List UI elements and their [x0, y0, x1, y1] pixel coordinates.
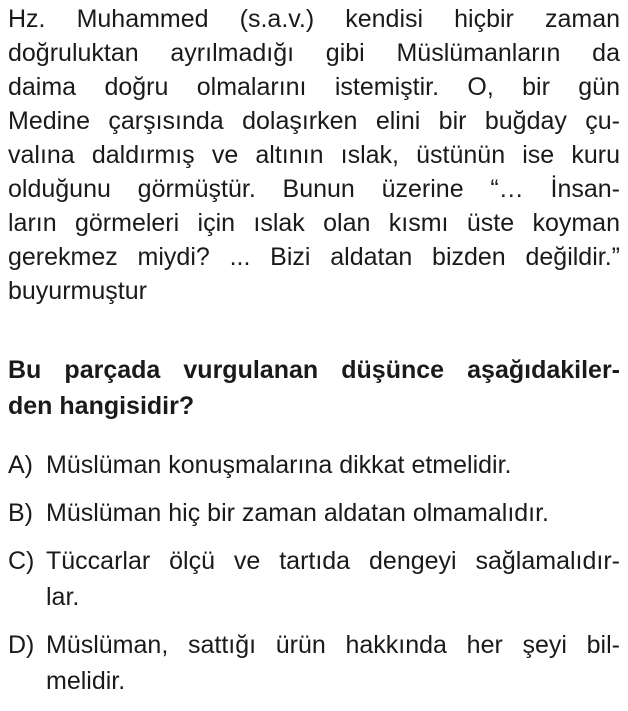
- question-line: den hangisidir?: [8, 392, 195, 420]
- option-line: lar.: [46, 583, 80, 611]
- option-line: melidir.: [46, 667, 126, 695]
- option-line: Müslüman konuşmalarına dikkat etmelidir.: [46, 451, 512, 479]
- question-line: Bu parçada vurgulanan düşünce aşağıdakiler-: [8, 356, 620, 384]
- option-b[interactable]: [8, 495, 620, 531]
- option-text: [46, 447, 620, 483]
- option-letter: C): [8, 547, 35, 575]
- passage-line: daima doğru olmalarını istemiştir. O, bir gün: [8, 73, 620, 101]
- option-letter: A): [8, 451, 33, 479]
- answer-options: [8, 447, 620, 711]
- option-line: Müslüman, sattığı ürün hakkında her şeyi bil-: [46, 631, 620, 659]
- option-text: [46, 543, 620, 615]
- passage: [8, 2, 620, 308]
- passage-line: ların görmeleri için ıslak olan kısmı üste koyman: [8, 209, 620, 237]
- option-line: Müslüman hiç bir zaman aldatan olmamalıdır.: [46, 499, 550, 527]
- option-letter: B): [8, 499, 33, 527]
- passage-line: valına daldırmış ve altının ıslak, üstünün ise kuru: [8, 141, 620, 169]
- passage-line: buyurmuştur: [8, 277, 147, 305]
- passage-line: Medine çarşısında dolaşırken elini bir buğday çu-: [8, 107, 620, 135]
- passage-line: Hz. Muhammed (s.a.v.) kendisi hiçbir zaman: [8, 5, 620, 33]
- passage-line: gerekmez miydi? ... Bizi aldatan bizden değildir.”: [8, 243, 620, 271]
- passage-line: doğruluktan ayrılmadığı gibi Müslümanların da: [8, 39, 620, 67]
- option-line: Tüccarlar ölçü ve tartıda dengeyi sağlamalıdır-: [46, 547, 620, 575]
- passage-line: olduğunu görmüştür. Bunun üzerine “… İnsan-: [8, 175, 620, 203]
- option-d[interactable]: [8, 627, 620, 699]
- question-stem: [8, 352, 620, 424]
- option-text: [46, 627, 620, 699]
- option-a[interactable]: [8, 447, 620, 483]
- option-letter: D): [8, 631, 35, 659]
- option-c[interactable]: [8, 543, 620, 615]
- option-text: [46, 495, 620, 531]
